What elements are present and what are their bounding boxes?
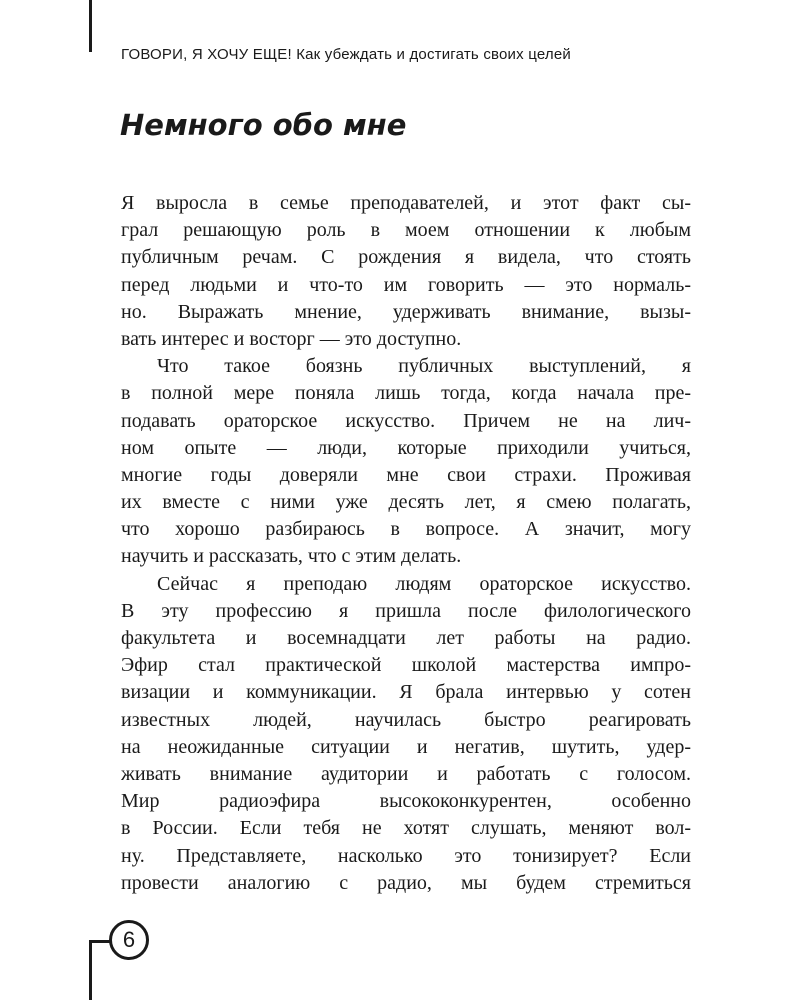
text-line: перед людьми и что-то им говорить — это нормаль- xyxy=(121,273,691,296)
text-line: известных людей, научилась быстро реагировать xyxy=(121,708,691,731)
folio-rule-horizontal xyxy=(89,940,111,943)
folio-rule-vertical xyxy=(89,940,92,1000)
text-line: Я выросла в семье преподавателей, и этот факт сы- xyxy=(121,192,691,214)
text-line: в полной мере поняла лишь тогда, когда начала пре- xyxy=(121,382,691,405)
text-line: ном опыте — люди, которые приходили учиться, xyxy=(121,436,691,459)
text-line: грал решающую роль в моем отношении к любым xyxy=(121,219,691,242)
text-line: Эфир стал практической школой мастерства импро- xyxy=(121,654,691,677)
text-line: но. Выражать мнение, удерживать внимание, вызы- xyxy=(121,300,691,323)
text-line: подавать ораторское искусство. Причем не на лич- xyxy=(121,409,691,432)
text-line: живать внимание аудитории и работать с голосом. xyxy=(121,762,691,785)
text-line: вать интерес и восторг — это доступно. xyxy=(121,327,462,350)
paragraph xyxy=(121,190,691,353)
chapter-title: Немного обо мне xyxy=(120,108,407,142)
text-line: ну. Представляете, насколько это тонизирует? Если xyxy=(121,844,691,867)
text-line: в России. Если тебя не хотят слушать, меняют вол- xyxy=(121,817,691,840)
text-line: на неожиданные ситуации и негатив, шутить, удер- xyxy=(121,735,691,758)
text-line: В эту профессию я пришла после филологического xyxy=(121,599,691,622)
text-line: многие годы доверяли мне свои страхи. Проживая xyxy=(121,463,691,486)
text-line: факультета и восемнадцати лет работы на радио. xyxy=(121,627,691,649)
text-line: провести аналогию с радио, мы будем стремиться xyxy=(121,871,691,894)
text-line: Сейчас я преподаю людям ораторское искусство. xyxy=(157,572,691,595)
paragraph xyxy=(121,571,691,897)
text-line: Мир радиоэфира высококонкурентен, особенно xyxy=(121,790,691,813)
text-line: Что такое боязнь публичных выступлений, я xyxy=(157,355,691,378)
page-number: 6 xyxy=(109,920,149,960)
body-text xyxy=(121,190,691,897)
paragraph xyxy=(121,353,691,571)
running-head: ГОВОРИ, Я ХОЧУ ЕЩЕ! Как убеждать и достигать своих целей xyxy=(121,46,571,63)
text-line: визации и коммуникации. Я брала интервью у сотен xyxy=(121,681,691,704)
text-line: их вместе с ними уже десять лет, я смею полагать, xyxy=(121,491,691,514)
text-line: публичным речам. С рождения я видела, что стоять xyxy=(121,246,691,269)
text-line: что хорошо разбираюсь в вопросе. А значит, могу xyxy=(121,518,691,541)
text-line: научить и рассказать, что с этим делать. xyxy=(121,545,462,568)
header-rule xyxy=(89,0,92,52)
